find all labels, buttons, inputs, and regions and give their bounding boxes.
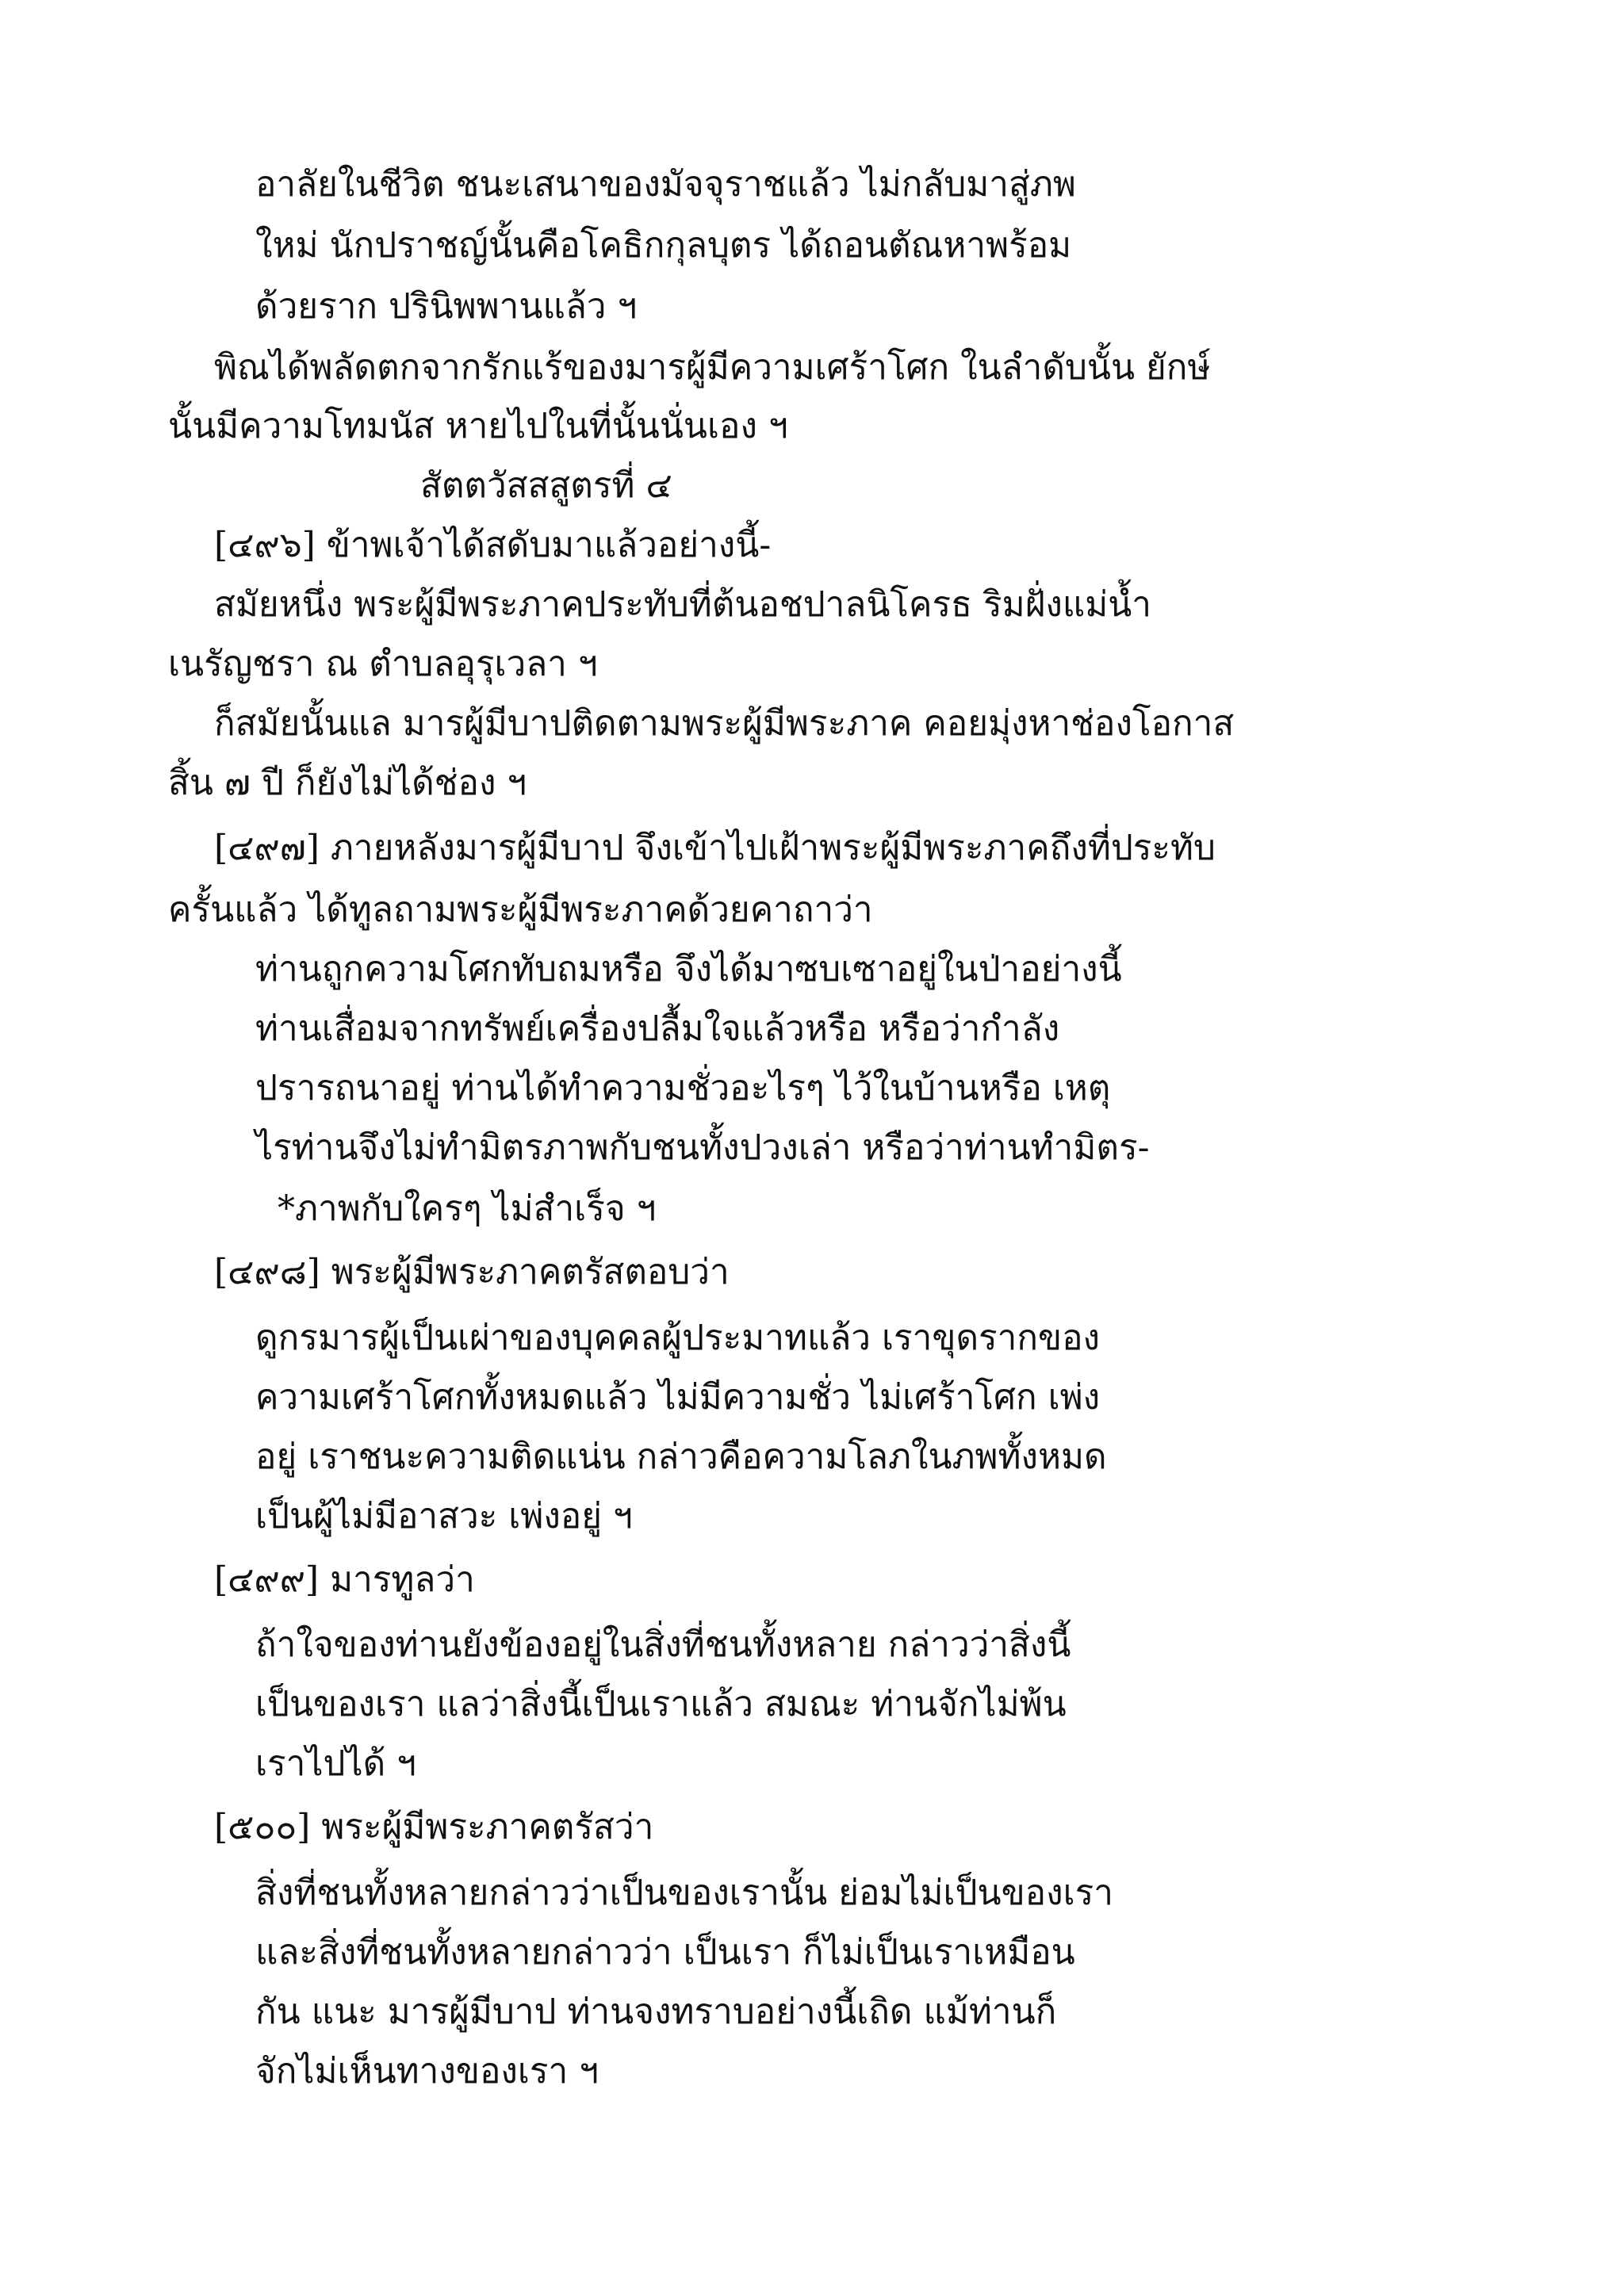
paragraph-line: สิ้น ๗ ปี ก็ยังไม่ได้ช่อง ฯ <box>168 763 527 803</box>
numbered-paragraph: [๕๐๐] พระผู้มีพระภาคตรัสว่า <box>214 1807 654 1847</box>
verse-line: อาลัยในชีวิต ชนะเสนาของมัจจุราชแล้ว ไม่กลับมาสู่ภพ <box>255 164 1076 205</box>
verse-line: ถ้าใจของท่านยังข้องอยู่ในสิ่งที่ชนทั้งหลาย กล่าวว่าสิ่งนี้ <box>255 1624 1071 1665</box>
paragraph-line: ก็สมัยนั้นแล มารผู้มีบาปติดตามพระผู้มีพระภาค คอยมุ่งหาช่องโอกาส <box>214 703 1235 744</box>
verse-line: ท่านถูกความโศกทับถมหรือ จึงได้มาซบเซาอยู่ในป่าอย่างนี้ <box>255 949 1122 989</box>
verse-line: กัน แนะ มารผู้มีบาป ท่านจงทราบอย่างนี้เถิด แม้ท่านก็ <box>255 1992 1057 2032</box>
verse-line: และสิ่งที่ชนทั้งหลายกล่าวว่า เป็นเรา ก็ไม่เป็นเราเหมือน <box>255 1932 1075 1973</box>
numbered-paragraph: [๔๙๘] พระผู้มีพระภาคตรัสตอบว่า <box>214 1252 730 1292</box>
section-title: สัตตวัสสสูตรที่ ๔ <box>420 465 672 506</box>
verse-line: ด้วยราก ปรินิพพานแล้ว ฯ <box>255 286 638 327</box>
verse-line: สิ่งที่ชนทั้งหลายกล่าวว่าเป็นของเรานั้น ย่อมไม่เป็นของเรา <box>255 1873 1113 1913</box>
verse-line: ดูกรมารผู้เป็นเผ่าของบุคคลผู้ประมาทแล้ว เราขุดรากของ <box>255 1318 1101 1358</box>
paragraph-line: สมัยหนึ่ง พระผู้มีพระภาคประทับที่ต้นอชปาลนิโครธ ริมฝั่งแม่น้ำ <box>214 584 1152 625</box>
paragraph-line: นั้นมีความโทมนัส หายไปในที่นั้นนั่นเอง ฯ <box>168 406 788 446</box>
numbered-paragraph: [๔๙๖] ข้าพเจ้าได้สดับมาแล้วอย่างนี้- <box>214 525 772 565</box>
verse-line: เราไปได้ ฯ <box>255 1743 416 1784</box>
footnote-marked-line: *ภาพกับใครๆ ไม่สำเร็จ ฯ <box>278 1188 657 1229</box>
paragraph-line: เนรัญชรา ณ ตำบลอุรุเวลา ฯ <box>168 644 598 684</box>
numbered-paragraph: [๔๙๙] มารทูลว่า <box>214 1559 475 1600</box>
verse-line: เป็นผู้ไม่มีอาสวะ เพ่งอยู่ ฯ <box>255 1496 633 1536</box>
paragraph-line: พิณได้พลัดตกจากรักแร้ของมารผู้มีความเศร้าโศก ในลำดับนั้น ยักษ์ <box>214 347 1211 388</box>
verse-line: ปรารถนาอยู่ ท่านได้ทำความชั่วอะไรๆ ไว้ในบ้านหรือ เหตุ <box>255 1068 1111 1108</box>
verse-line: อยู่ เราชนะความติดแน่น กล่าวคือความโลภในภพทั้งหมด <box>255 1437 1107 1477</box>
verse-line: ความเศร้าโศกทั้งหมดแล้ว ไม่มีความชั่ว ไม่เศร้าโศก เพ่ง <box>255 1377 1101 1418</box>
verse-line: ใหม่ นักปราชญ์นั้นคือโคธิกกุลบุตร ได้ถอนตัณหาพร้อม <box>255 225 1072 266</box>
verse-line: ท่านเสื่อมจากทรัพย์เครื่องปลื้มใจแล้วหรือ หรือว่ากำลัง <box>255 1008 1060 1049</box>
verse-line: เป็นของเรา แลว่าสิ่งนี้เป็นเราแล้ว สมณะ ท่านจักไม่พ้น <box>255 1684 1067 1724</box>
verse-line: ไรท่านจึงไม่ทำมิตรภาพกับชนทั้งปวงเล่า หรือว่าท่านทำมิตร- <box>255 1127 1150 1168</box>
paragraph-line: ครั้นแล้ว ได้ทูลถามพระผู้มีพระภาคด้วยคาถาว่า <box>168 890 873 930</box>
verse-line: จักไม่เห็นทางของเรา ฯ <box>255 2051 599 2091</box>
numbered-paragraph: [๔๙๗] ภายหลังมารผู้มีบาป จึงเข้าไปเฝ้าพระผู้มีพระภาคถึงที่ประทับ <box>214 828 1216 868</box>
